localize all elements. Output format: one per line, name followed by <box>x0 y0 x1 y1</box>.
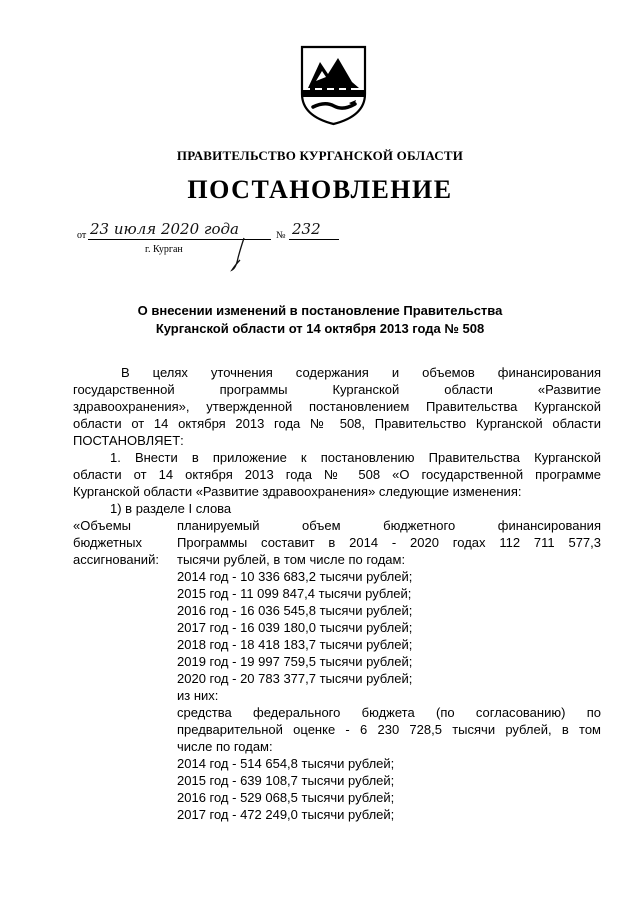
year-line: 2018 год - 18 418 183,7 тысячи рублей; <box>177 637 413 652</box>
handwritten-date: 23 июля 2020 года <box>90 220 239 238</box>
clause1-line-2: области от 14 октября 2013 года № 508 «О государственной программе <box>73 467 601 482</box>
document-title <box>0 302 640 338</box>
year-line: 2019 год - 19 997 759,5 тысячи рублей; <box>177 654 413 669</box>
label-line: бюджетных <box>73 535 142 550</box>
year-line: 2017 год - 472 249,0 тысячи рублей; <box>177 807 395 822</box>
preamble-line-4: области от 14 октября 2013 года № 508, Правительство Курганской области <box>73 416 601 431</box>
preamble-line-2: государственной программы Курганской области «Развитие <box>73 382 601 397</box>
value-line: планируемый объем бюджетного финансирования <box>177 518 601 533</box>
year-line: 2014 год - 514 654,8 тысячи рублей; <box>177 756 395 771</box>
label-line: «Объемы <box>73 518 131 533</box>
number-underline <box>289 239 339 240</box>
coat-of-arms-emblem <box>299 44 368 126</box>
label-line: ассигнований: <box>73 552 159 567</box>
title-line-2: Курганской области от 14 октября 2013 года № 508 <box>155 321 485 336</box>
value-line: Программы составит в 2014 - 2020 годах 112 711 577,3 <box>177 535 601 550</box>
value-line: числе по годам: <box>177 739 273 754</box>
date-prefix: от <box>77 230 87 241</box>
document-type-heading: ПОСТАНОВЛЕНИЕ <box>187 175 453 204</box>
city-label: г. Курган <box>145 244 183 255</box>
handwritten-number: 232 <box>292 220 321 238</box>
year-line: 2017 год - 16 039 180,0 тысячи рублей; <box>177 620 413 635</box>
year-line: 2015 год - 11 099 847,4 тысячи рублей; <box>177 586 412 601</box>
preamble-line-5: ПОСТАНОВЛЯЕТ: <box>73 433 184 448</box>
number-prefix: № <box>276 230 286 241</box>
year-line: 2020 год - 20 783 377,7 тысячи рублей; <box>177 671 413 686</box>
year-line: 2015 год - 639 108,7 тысячи рублей; <box>177 773 395 788</box>
government-name: ПРАВИТЕЛЬСТВО КУРГАНСКОЙ ОБЛАСТИ <box>176 148 464 163</box>
funding-table-label <box>73 517 177 823</box>
clause1-line-3: Курганской области «Развитие здравоохранения» следующие изменения: <box>73 484 522 499</box>
clause1-line-1: 1. Внести в приложение к постановлению Правительства Курганской <box>110 450 601 465</box>
title-line-1: О внесении изменений в постановление Правительства <box>137 303 503 318</box>
year-line: 2016 год - 529 068,5 тысячи рублей; <box>177 790 395 805</box>
value-line: предварительной оценке - 6 230 728,5 тысячи рублей, в том <box>177 722 601 737</box>
value-line: из них: <box>177 688 219 703</box>
year-line: 2016 год - 16 036 545,8 тысячи рублей; <box>177 603 413 618</box>
handwriting-stroke <box>226 236 256 272</box>
value-line: средства федерального бюджета (по согласованию) по <box>177 705 601 720</box>
funding-table-values <box>177 517 601 823</box>
preamble-line-3: здравоохранения», утвержденной постановлением Правительства Курганской <box>73 399 601 414</box>
funding-table <box>73 517 601 823</box>
preamble-line-1: В целях уточнения содержания и объемов финансирования <box>121 365 601 380</box>
subclause-1: 1) в разделе I слова <box>110 501 232 516</box>
document-body <box>73 364 601 823</box>
value-line: тысячи рублей, в том числе по годам: <box>177 552 406 567</box>
year-line: 2014 год - 10 336 683,2 тысячи рублей; <box>177 569 413 584</box>
